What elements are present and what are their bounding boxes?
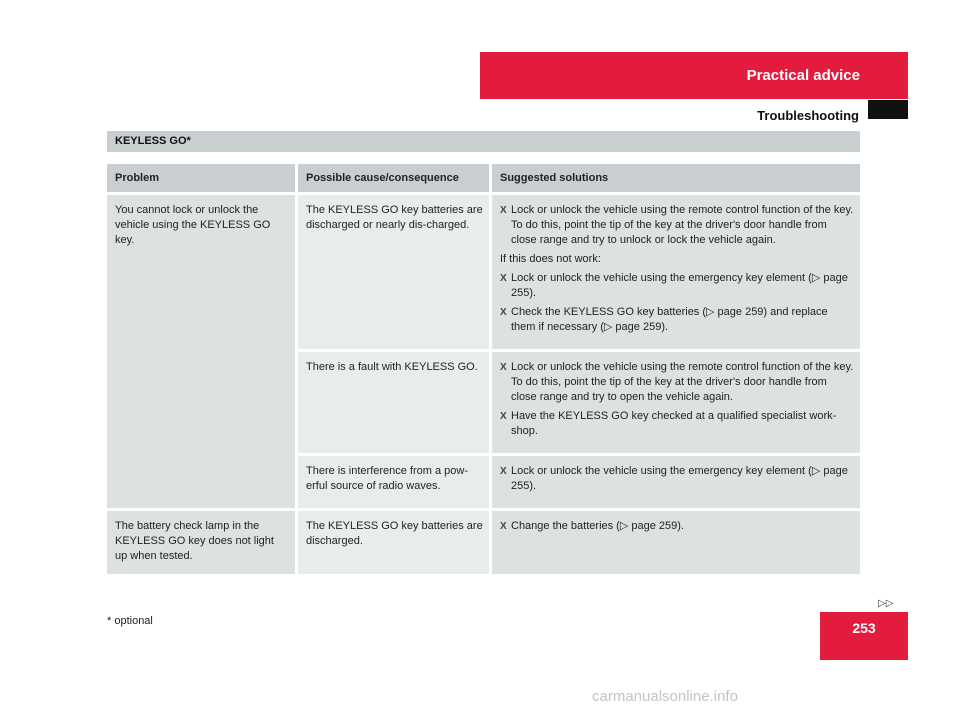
table-row [107,510,860,575]
solution-step [500,409,854,439]
continued-icon: ▷▷ [878,598,894,609]
solution-step [500,203,854,248]
solution-step [500,305,854,335]
column-header-cause: Possible cause/consequence [297,164,491,194]
subsection-title: Troubleshooting [757,108,859,123]
arrow-step-icon: X [500,521,507,532]
solution-note [500,252,854,267]
solution-text: Have the KEYLESS GO key checked at a qualified specialist work-shop. [511,410,837,437]
solution-text: Lock or unlock the vehicle using the emergency key element (▷ page 255). [511,272,848,299]
table-body [107,194,860,575]
column-header-problem: Problem [107,164,297,194]
section-title: Practical advice [746,67,860,84]
solution-text: If this does not work: [500,253,601,265]
cause-cell: There is interference from a pow-erful source of radio waves. [297,455,491,510]
solution-text: Lock or unlock the vehicle using the remote control function of the key. To do this, point the tip of the key at the driver's door handle from close range and try to unlock or lock the vehicle again. [511,204,854,246]
solutions-cell [491,351,861,455]
solution-text: Change the batteries (▷ page 259). [511,520,684,532]
footnote: * optional [107,615,153,627]
solution-step [500,360,854,405]
solution-step [500,519,854,534]
cause-cell: The KEYLESS GO key batteries are discharged or nearly dis-charged. [297,194,491,351]
watermark: carmanualsonline.info [592,688,738,705]
solution-step [500,271,854,301]
arrow-step-icon: X [500,411,507,422]
troubleshooting-table [107,164,860,574]
problem-cell: The battery check lamp in the KEYLESS GO key does not light up when tested. [107,510,297,575]
solutions-cell [491,510,861,575]
thumb-tab [868,100,908,119]
table-row [107,194,860,351]
section-banner [480,52,908,99]
arrow-step-icon: X [500,362,507,373]
cause-cell: The KEYLESS GO key batteries are discharged. [297,510,491,575]
solution-step [500,464,854,494]
page-number: 253 [820,612,908,660]
arrow-step-icon: X [500,466,507,477]
arrow-step-icon: X [500,307,507,318]
problem-cell: You cannot lock or unlock the vehicle using the KEYLESS GO key. [107,194,297,510]
cause-cell: There is a fault with KEYLESS GO. [297,351,491,455]
solutions-cell [491,455,861,510]
arrow-step-icon: X [500,273,507,284]
solutions-cell [491,194,861,351]
arrow-step-icon: X [500,205,507,216]
solution-text: Check the KEYLESS GO key batteries (▷ page 259) and replace them if necessary (▷ page 259). [511,306,828,333]
table-header-row [107,164,860,194]
table-title: KEYLESS GO* [107,131,860,152]
column-header-solutions: Suggested solutions [491,164,861,194]
solution-text: Lock or unlock the vehicle using the remote control function of the key. To do this, point the tip of the key at the driver's door handle from close range and try to open the vehicle again. [511,361,854,403]
solution-text: Lock or unlock the vehicle using the emergency key element (▷ page 255). [511,465,848,492]
